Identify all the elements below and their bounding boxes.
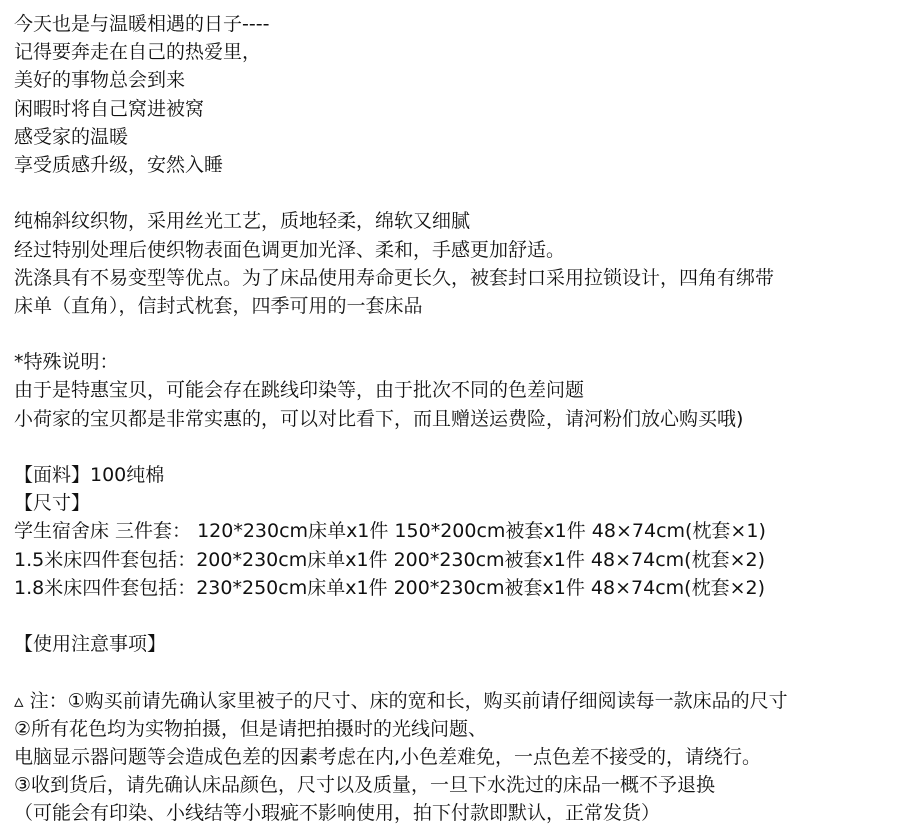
intro-line: 享受质感升级，安然入睡 bbox=[14, 153, 224, 176]
intro-line: 今天也是与温暖相遇的日子---- bbox=[14, 13, 270, 35]
intro-line: 闲暇时将自己窝进被窝 bbox=[14, 97, 205, 120]
special-note-line: 由于是特惠宝贝，可能会存在跳线印染等，由于批次不同的色差问题 bbox=[14, 379, 585, 402]
usage-note-line: 电脑显示器问题等会造成色差的因素考虑在内,小色差难免，一点色差不接受的，请绕行。 bbox=[14, 745, 762, 768]
special-note-heading: *特殊说明： bbox=[14, 351, 119, 374]
material-line: 纯棉斜纹织物，采用丝光工艺，质地轻柔，绵软又细腻 bbox=[14, 210, 471, 233]
usage-heading: 【使用注意事项】 bbox=[14, 633, 167, 656]
usage-note-line: ③收到货后，请先确认床品颜色，尺寸以及质量，一旦下水洗过的床品一概不予退换 bbox=[14, 774, 716, 797]
usage-note-line: （可能会有印染、小线结等小瑕疵不影响使用，拍下付款即默认，正常发货） bbox=[14, 802, 661, 825]
size-spec-line: 学生宿舍床 三件套： 120*230cm床单x1件 150*200cm被套x1件 48×74cm(枕套×1) bbox=[14, 520, 766, 543]
spacer bbox=[14, 320, 904, 348]
size-spec-line: 1.8米床四件套包括：230*250cm床单x1件 200*230cm被套x1件 48×74cm(枕套×2) bbox=[14, 576, 765, 599]
intro-line: 感受家的温暖 bbox=[14, 125, 129, 148]
size-heading: 【尺寸】 bbox=[14, 492, 91, 515]
product-description bbox=[14, 10, 904, 827]
fabric-spec: 【面料】100纯棉 bbox=[14, 464, 165, 486]
material-line: 洗涤具有不易变型等优点。为了床品使用寿命更长久，被套封口采用拉锁设计，四角有绑带 bbox=[14, 266, 775, 289]
special-note-line: 小荷家的宝贝都是非常实惠的，可以对比看下，而且赠送运费险，请河粉们放心购买哦) bbox=[14, 407, 744, 430]
usage-note-line: ▵ 注：①购买前请先确认家里被子的尺寸、床的宽和长，购买前请仔细阅读每一款床品的尺寸 bbox=[14, 689, 788, 712]
spacer bbox=[14, 602, 904, 630]
spacer bbox=[14, 179, 904, 207]
material-line: 床单（直角），信封式枕套，四季可用的一套床品 bbox=[14, 294, 423, 317]
intro-line: 美好的事物总会到来 bbox=[14, 69, 186, 92]
size-spec-line: 1.5米床四件套包括：200*230cm床单x1件 200*230cm被套x1件 48×74cm(枕套×2) bbox=[14, 548, 765, 571]
spacer bbox=[14, 658, 904, 686]
intro-line: 记得要奔走在自己的热爱里， bbox=[14, 41, 262, 64]
material-line: 经过特别处理后使织物表面色调更加光泽、柔和，手感更加舒适。 bbox=[14, 238, 566, 261]
spacer bbox=[14, 433, 904, 461]
usage-note-line: ②所有花色均为实物拍摄，但是请把拍摄时的光线问题、 bbox=[14, 717, 488, 740]
